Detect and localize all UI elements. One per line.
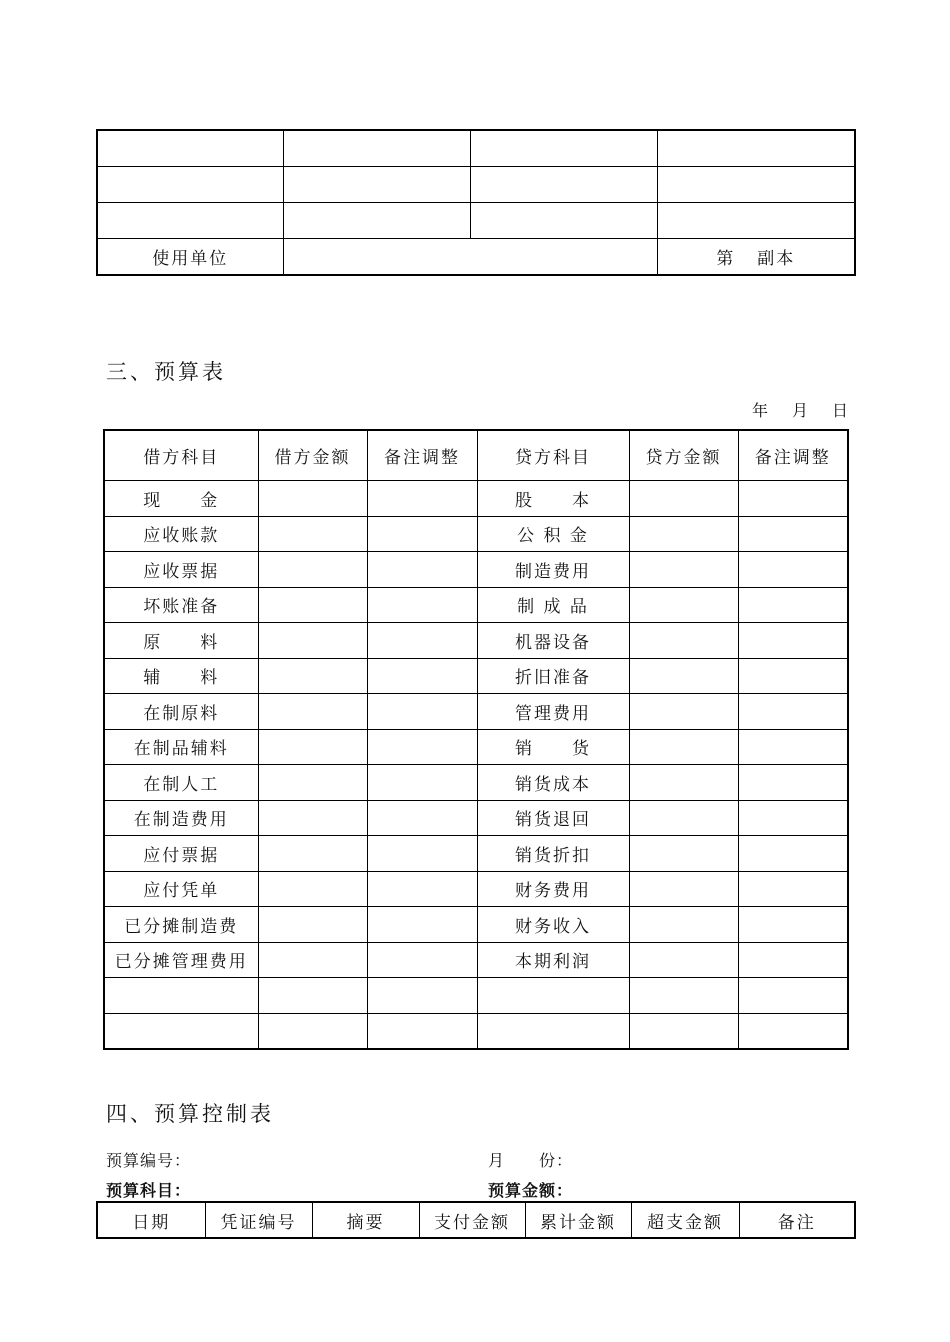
column-header: 累计金额 xyxy=(525,1202,631,1238)
credit-note-cell[interactable] xyxy=(738,836,848,872)
debit-account: 坏账准备 xyxy=(104,587,258,623)
column-header: 贷方科目 xyxy=(477,430,629,481)
debit-amount-cell[interactable] xyxy=(258,907,367,943)
debit-account: 辅 料 xyxy=(104,658,258,694)
debit-account: 在制造费用 xyxy=(104,800,258,836)
debit-amount-cell[interactable] xyxy=(258,871,367,907)
table-row xyxy=(104,658,848,694)
debit-note-cell[interactable] xyxy=(367,836,477,872)
table-row xyxy=(97,130,855,167)
credit-amount-cell[interactable] xyxy=(629,871,738,907)
top-table xyxy=(96,129,856,276)
table-row xyxy=(104,587,848,623)
credit-amount-cell[interactable] xyxy=(629,836,738,872)
column-header: 支付金额 xyxy=(419,1202,525,1238)
credit-note-cell[interactable] xyxy=(738,800,848,836)
credit-amount-cell[interactable] xyxy=(629,1013,738,1049)
debit-account: 应收账款 xyxy=(104,516,258,552)
credit-account: 股 本 xyxy=(477,481,629,517)
column-header: 凭证编号 xyxy=(205,1202,312,1238)
section-title-budget: 三、预算表 xyxy=(106,360,226,384)
debit-amount-cell[interactable] xyxy=(258,765,367,801)
credit-amount-cell[interactable] xyxy=(629,658,738,694)
credit-note-cell[interactable] xyxy=(738,516,848,552)
credit-note-cell[interactable] xyxy=(738,871,848,907)
debit-note-cell[interactable] xyxy=(367,871,477,907)
copy-label-left: 第 xyxy=(716,249,736,269)
table-row xyxy=(97,167,855,203)
debit-account: 应收票据 xyxy=(104,552,258,588)
credit-note-cell[interactable] xyxy=(738,765,848,801)
debit-note-cell[interactable] xyxy=(367,481,477,517)
debit-note-cell[interactable] xyxy=(367,623,477,659)
credit-note-cell[interactable] xyxy=(738,481,848,517)
credit-account: 销 货 xyxy=(477,729,629,765)
credit-account: 本期利润 xyxy=(477,942,629,978)
table-row xyxy=(97,203,855,239)
debit-amount-cell[interactable] xyxy=(258,481,367,517)
table-row xyxy=(104,1013,848,1049)
table-row xyxy=(104,871,848,907)
debit-account: 在制人工 xyxy=(104,765,258,801)
debit-amount-cell[interactable] xyxy=(258,942,367,978)
credit-amount-cell[interactable] xyxy=(629,694,738,730)
debit-note-cell[interactable] xyxy=(367,942,477,978)
table-row xyxy=(104,481,848,517)
use-unit-field[interactable] xyxy=(283,239,657,276)
debit-account: 已分摊管理费用 xyxy=(104,942,258,978)
debit-account xyxy=(104,1013,258,1049)
column-header: 借方科目 xyxy=(104,430,258,481)
table-row xyxy=(104,694,848,730)
table-cell[interactable] xyxy=(97,203,283,239)
debit-account xyxy=(104,978,258,1014)
credit-note-cell[interactable] xyxy=(738,729,848,765)
table-row xyxy=(97,239,855,276)
table-cell[interactable] xyxy=(97,167,283,203)
debit-note-cell[interactable] xyxy=(367,729,477,765)
credit-note-cell[interactable] xyxy=(738,552,848,588)
credit-account: 公 积 金 xyxy=(477,516,629,552)
credit-amount-cell[interactable] xyxy=(629,800,738,836)
table-row xyxy=(104,516,848,552)
credit-account: 管理费用 xyxy=(477,694,629,730)
credit-account: 销货成本 xyxy=(477,765,629,801)
table-cell[interactable] xyxy=(470,130,657,167)
debit-note-cell[interactable] xyxy=(367,552,477,588)
debit-account: 原 料 xyxy=(104,623,258,659)
debit-amount-cell[interactable] xyxy=(258,694,367,730)
credit-account: 销货折扣 xyxy=(477,836,629,872)
copy-label xyxy=(657,239,855,276)
table-row xyxy=(104,942,848,978)
debit-account: 在制品辅料 xyxy=(104,729,258,765)
credit-note-cell[interactable] xyxy=(738,658,848,694)
debit-note-cell[interactable] xyxy=(367,765,477,801)
debit-note-cell[interactable] xyxy=(367,658,477,694)
table-header-row xyxy=(97,1202,855,1238)
table-row xyxy=(104,978,848,1014)
debit-amount-cell[interactable] xyxy=(258,552,367,588)
credit-note-cell[interactable] xyxy=(738,587,848,623)
table-row xyxy=(104,836,848,872)
table-cell[interactable] xyxy=(283,203,470,239)
column-header: 贷方金额 xyxy=(629,430,738,481)
day-label: 日 xyxy=(832,401,849,420)
month-label: 月 xyxy=(792,401,809,420)
debit-amount-cell[interactable] xyxy=(258,587,367,623)
credit-account xyxy=(477,1013,629,1049)
column-header: 备注调整 xyxy=(367,430,477,481)
debit-account: 已分摊制造费 xyxy=(104,907,258,943)
debit-amount-cell[interactable] xyxy=(258,1013,367,1049)
credit-note-cell[interactable] xyxy=(738,942,848,978)
credit-account: 折旧准备 xyxy=(477,658,629,694)
table-header-row xyxy=(104,430,848,481)
column-header: 借方金额 xyxy=(258,430,367,481)
column-header: 备注 xyxy=(739,1202,855,1238)
debit-amount-cell[interactable] xyxy=(258,516,367,552)
table-cell[interactable] xyxy=(657,130,855,167)
column-header: 日期 xyxy=(97,1202,205,1238)
credit-amount-cell[interactable] xyxy=(629,587,738,623)
copy-label-right: 副本 xyxy=(757,249,796,269)
section-title-budget-control: 四、预算控制表 xyxy=(106,1102,274,1126)
debit-note-cell[interactable] xyxy=(367,978,477,1014)
credit-amount-cell[interactable] xyxy=(629,481,738,517)
credit-amount-cell[interactable] xyxy=(629,516,738,552)
credit-account: 制造费用 xyxy=(477,552,629,588)
use-unit-label: 使用单位 xyxy=(97,239,283,276)
table-cell[interactable] xyxy=(657,203,855,239)
table-cell[interactable] xyxy=(97,130,283,167)
debit-amount-cell[interactable] xyxy=(258,800,367,836)
debit-note-cell[interactable] xyxy=(367,694,477,730)
table-row xyxy=(104,729,848,765)
debit-amount-cell[interactable] xyxy=(258,836,367,872)
table-row xyxy=(104,623,848,659)
table-cell[interactable] xyxy=(657,167,855,203)
credit-note-cell[interactable] xyxy=(738,1013,848,1049)
debit-account: 应付凭单 xyxy=(104,871,258,907)
debit-amount-cell[interactable] xyxy=(258,658,367,694)
credit-note-cell[interactable] xyxy=(738,623,848,659)
credit-account xyxy=(477,978,629,1014)
table-cell[interactable] xyxy=(283,167,470,203)
date-line xyxy=(752,398,848,421)
credit-account: 财务费用 xyxy=(477,871,629,907)
column-header: 备注调整 xyxy=(738,430,848,481)
debit-amount-cell[interactable] xyxy=(258,978,367,1014)
budget-body xyxy=(104,481,848,1050)
debit-note-cell[interactable] xyxy=(367,587,477,623)
debit-amount-cell[interactable] xyxy=(258,623,367,659)
credit-amount-cell[interactable] xyxy=(629,552,738,588)
debit-amount-cell[interactable] xyxy=(258,729,367,765)
year-label: 年 xyxy=(752,401,769,420)
debit-note-cell[interactable] xyxy=(367,907,477,943)
credit-note-cell[interactable] xyxy=(738,694,848,730)
credit-amount-cell[interactable] xyxy=(629,623,738,659)
table-row xyxy=(104,907,848,943)
month-label: 月 份： xyxy=(488,1151,574,1170)
credit-amount-cell[interactable] xyxy=(629,907,738,943)
table-cell[interactable] xyxy=(470,203,657,239)
debit-account: 现 金 xyxy=(104,481,258,517)
credit-note-cell[interactable] xyxy=(738,907,848,943)
credit-account: 财务收入 xyxy=(477,907,629,943)
debit-note-cell[interactable] xyxy=(367,516,477,552)
table-row xyxy=(104,800,848,836)
credit-note-cell[interactable] xyxy=(738,978,848,1014)
budget-amount-label: 预算金额： xyxy=(488,1181,574,1200)
credit-amount-cell[interactable] xyxy=(629,942,738,978)
table-row xyxy=(104,552,848,588)
credit-amount-cell[interactable] xyxy=(629,765,738,801)
credit-account: 机器设备 xyxy=(477,623,629,659)
credit-account: 销货退回 xyxy=(477,800,629,836)
budget-subject-label: 预算科目： xyxy=(106,1181,192,1200)
debit-account: 在制原料 xyxy=(104,694,258,730)
debit-account: 应付票据 xyxy=(104,836,258,872)
table-cell[interactable] xyxy=(283,130,470,167)
table-cell[interactable] xyxy=(470,167,657,203)
column-header: 超支金额 xyxy=(631,1202,739,1238)
credit-amount-cell[interactable] xyxy=(629,978,738,1014)
table-row xyxy=(104,765,848,801)
credit-amount-cell[interactable] xyxy=(629,729,738,765)
credit-account: 制 成 品 xyxy=(477,587,629,623)
budget-control-table xyxy=(96,1201,856,1239)
budget-table xyxy=(103,429,849,1050)
column-header: 摘要 xyxy=(312,1202,419,1238)
debit-note-cell[interactable] xyxy=(367,800,477,836)
debit-note-cell[interactable] xyxy=(367,1013,477,1049)
budget-number-label: 预算编号： xyxy=(106,1151,192,1170)
